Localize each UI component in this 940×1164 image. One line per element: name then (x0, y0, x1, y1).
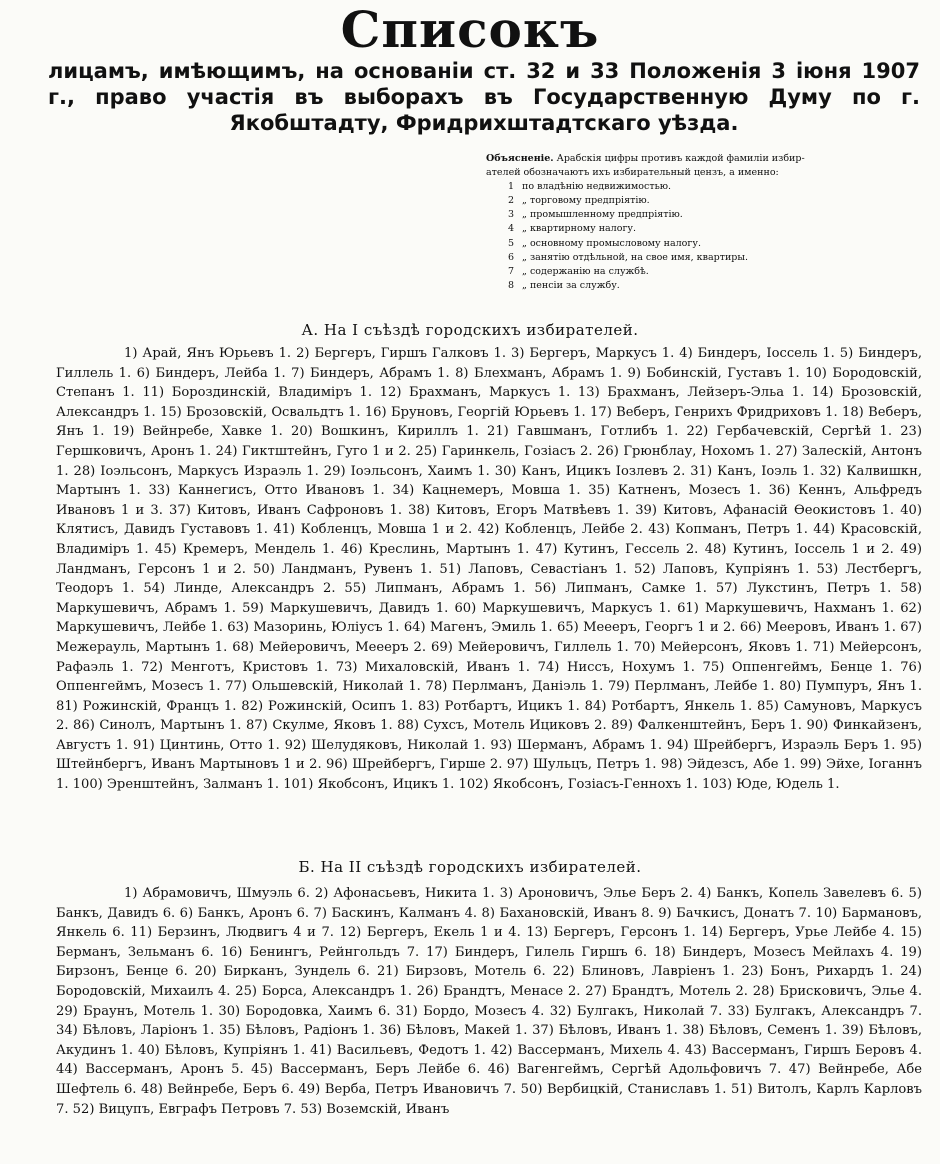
explanation-item-text: „ торговому предпріятію. (522, 195, 650, 207)
explanation-item-text: „ промышленному предпріятію. (522, 209, 683, 221)
document-subtitle: лицамъ, имѣющимъ, на основаніи ст. 32 и 33 Положенія 3 іюня 1907 г., право участія въ выборахъ въ Государственную Думу по г. Якобштадту, Фридрихштадтскаго уѣзда. (48, 59, 920, 135)
explanation-lead: Объясненіе. (486, 153, 554, 164)
document-title: Списокъ (340, 0, 600, 59)
explanation-item-number: 6 (508, 251, 515, 263)
explanation-item-number: 2 (508, 195, 515, 207)
explanation-item-number: 4 (508, 223, 515, 235)
explanation-intro-line-1 (486, 152, 922, 166)
section-b-voter-list: 1) Абрамовичъ, Шмуэль 6. 2) Афонасьевъ, Никита 1. 3) Ароновичъ, Элье Беръ 2. 4) Банкъ, Копель Завелевъ 6. 5) Банкъ, Давидъ 6. 6) Банкъ, Аронъ 6. 7) Баскинъ, Калманъ 4. 8) Бахановскій, Иванъ 8. 9) Бачкисъ, Донатъ 7. 10) Бармановъ, Янкель 6. 11) Берзинъ, Людвигъ 4 и 7. 12) Бергеръ, Екель 1 и 4. 13) Бергеръ, Герсонъ 1. 14) Бергеръ, Урье Лейбе 4. 15) Берманъ, Зельманъ 6. 16) Бенингъ, Рейнгольдъ 7. 17) Биндеръ, Гилель Гиршъ 6. 18) Биндеръ, Мозесъ Мейлахъ 4. 19) Бирзонъ, Бенце 6. 20) Бирканъ, Зундель 6. 21) Бирзовъ, Мотель 6. 22) Блиновъ, Лавріенъ 1. 23) Бонъ, Рихардъ 1. 24) Бородовскій, Михаилъ 4. 25) Борса, Александръ 1. 26) Брандтъ, Менасе 2. 27) Брандтъ, Мотель 2. 28) Брисковичъ, Элье 4. 29) Браунъ, Мотель 1. 30) Бородовка, Хаимъ 6. 31) Бордо, Мозесъ 4. 32) Булгакъ, Николай 7. 33) Булгакъ, Александръ 7. 34) Бѣловъ, Ларіонъ 1. 35) Бѣловъ, Радіонъ 1. 36) Бѣловъ, Макей 1. 37) Бѣловъ, Иванъ 1. 38) Бѣловъ, Семенъ 1. 39) Бѣловъ, Акудинъ 1. 40) Бѣловъ, Купріянъ 1. 41) Васильевъ, Федотъ 1. 42) Вассерманъ, Михель 4. 43) Вассерманъ, Гиршъ Беровъ 4. 44) Вассерманъ, Аронъ 5. 45) Вассерманъ, Беръ Лейбе 6. 46) Вагенгеймъ, Сергѣй Адольфовичъ 7. 47) Вейнребе, Абе Шефтель 6. 48) Вейнребе, Беръ 6. 49) Верба, Петръ Ивановичъ 7. 50) Вербицкій, Станиславъ 1. 51) Витолъ, Карлъ Карловъ 7. 52) Вицупъ, Евграфъ Петровъ 7. 53) Воземскій, Иванъ (56, 886, 922, 1117)
explanation-item (486, 265, 922, 279)
explanation-item-number: 8 (508, 279, 515, 291)
explanation-intro-1: Арабскія цифры противъ каждой фамиліи избир- (556, 153, 805, 164)
explanation-intro-line-2 (486, 166, 922, 180)
explanation-item-text: по владѣнію недвижимостью. (522, 181, 672, 193)
explanation-item (486, 237, 922, 251)
section-a-voter-list: 1) Арай, Янъ Юрьевъ 1. 2) Бергеръ, Гиршъ Галковъ 1. 3) Бергеръ, Маркусъ 1. 4) Биндеръ, Іоссель 1. 5) Биндеръ, Гиллель 1. 6) Биндеръ, Лейба 1. 7) Биндеръ, Абрамъ 1. 8) Блехманъ, Абрамъ 1. 9) Бобинскій, Густавъ 1. 10) Бородовскій, Степанъ 1. 11) Бороздинскій, Владиміръ 1. 12) Брахманъ, Маркусъ 1. 13) Брахманъ, Лейзеръ-Эльа 1. 14) Брозовскій, Александръ 1. 15) Брозовскій, Освальдтъ 1. 16) Бруновъ, Георгій Юрьевъ 1. 17) Веберъ, Генрихъ Фридриховъ 1. 18) Веберъ, Янъ 1. 19) Вейнребе, Хавке 1. 20) Вошкинъ, Кириллъ 1. 21) Гавшманъ, Готлибъ 1. 22) Гербачевскій, Сергѣй 1. 23) Гершковичъ, Аронъ 1. 24) Гиктштейнъ, Гуго 1 и 2. 25) Гаринкель, Гозіасъ 2. 26) Грюнблау, Нохомъ 1. 27) Залескій, Антонъ 1. 28) Іоэльсонъ, Маркусъ Израэль 1. 29) Іоэльсонъ, Хаимъ 1. 30) Канъ, Ицикъ Іозлевъ 2. 31) Канъ, Іоэль 1. 32) Калвишкн, Мартынъ 1. 33) Каннегисъ, Отто Ивановъ 1. 34) Кацнемеръ, Мовша 1. 35) Катненъ, Мозесъ 1. 36) Кеннъ, Альфредъ Ивановъ 1 и 3. 37) Китовъ, Иванъ Сафроновъ 1. 38) Китовъ, Егоръ Матвѣевъ 1. 39) Китовъ, Афанасій Ѳеокистовъ 1. 40) Клятисъ, Давидъ Густавовъ 1. 41) Кобленцъ, Мовша 1 и 2. 42) Кобленцъ, Лейбе 2. 43) Копманъ, Петръ 1. 44) Красовскій, Владиміръ 1. 45) Кремеръ, Мендель 1. 46) Креслинь, Мартынъ 1. 47) Кутинъ, Гессель 2. 48) Кутинъ, Іоссель 1 и 2. 49) Ландманъ, Герсонъ 1 и 2. 50) Ландманъ, Рувенъ 1. 51) Лаповъ, Севастіанъ 1. 52) Лаповъ, Купріянъ 1. 53) Лестбергъ, Теодоръ 1. 54) Линде, Александръ 2. 55) Липманъ, Абрамъ 1. 56) Липманъ, Самке 1. 57) Лукстинъ, Петръ 1. 58) Маркушевичъ, Абрамъ 1. 59) Маркушевичъ, Давидъ 1. 60) Маркушевичъ, Маркусъ 1. 61) Маркушевичъ, Нахманъ 1. 62) Маркушевичъ, Лейбе 1. 63) Мазоринь, Юліусъ 1. 64) Магенъ, Эмиль 1. 65) Меееръ, Георгъ 1 и 2. 66) Мееровъ, Иванъ 1. 67) Межерауль, Мартынъ 1. 68) Мейеровичъ, Меееръ 2. 69) Мейеровичъ, Гиллель 1. 70) Мейерсонъ, Яковъ 1. 71) Мейерсонъ, Рафаэль 1. 72) Менготъ, Кристовъ 1. 73) Михаловскій, Иванъ 1. 74) Ниссъ, Нохумъ 1. 75) Оппенгеймъ, Бенце 1. 76) Оппенгеймъ, Мозесъ 1. 77) Ольшевскій, Николай 1. 78) Перлманъ, Даніэль 1. 79) Перлманъ, Лейбе 1. 80) Пумпуръ, Янъ 1. 81) Рожинскій, Францъ 1. 82) Рожинскій, Осипъ 1. 83) Ротбартъ, Ицикъ 1. 84) Ротбартъ, Янкель 1. 85) Самуновъ, Маркусъ 2. 86) Синолъ, Мартынъ 1. 87) Скулме, Яковъ 1. 88) Сухсъ, Мотель Ициковъ 2. 89) Фалкенштейнъ, Беръ 1. 90) Финкайзенъ, Августъ 1. 91) Цинтинь, Отто 1. 92) Шелудяковъ, Николай 1. 93) Шерманъ, Абрамъ 1. 94) Шрейбергъ, Израэль Беръ 1. 95) Штейнбергъ, Иванъ Мартыновъ 1 и 2. 96) Шрейбергъ, Гирше 2. 97) Шульцъ, Петръ 1. 98) Эйдезсъ, Абе 1. 99) Эйхе, Іоганнъ 1. 100) Эренштейнъ, Залманъ 1. 101) Якобсонъ, Ицикъ 1. 102) Якобсонъ, Гозіасъ-Геннохъ 1. 103) Юде, Юдель 1. (56, 346, 922, 793)
explanation-item-text: „ содержанію на службѣ. (522, 265, 649, 277)
explanation-item (486, 222, 922, 236)
section-b-title: Б. На II съѣздѣ городскихъ избирателей. (298, 858, 642, 876)
explanation-item-number: 1 (508, 181, 515, 193)
explanation-item (486, 251, 922, 265)
explanation-block (486, 152, 922, 293)
explanation-item (486, 208, 922, 222)
explanation-item-text: „ занятію отдѣльной, на свое имя, квартиры. (522, 251, 748, 263)
explanation-item (486, 279, 922, 293)
explanation-intro-2: ателей обозначаютъ ихъ избирательный цензъ, а именно: (486, 167, 779, 179)
explanation-item (486, 180, 922, 194)
explanation-item-text: „ квартирному налогу. (522, 223, 637, 235)
explanation-item-number: 7 (508, 265, 515, 277)
explanation-item-text: „ основному промысловому налогу. (522, 237, 701, 249)
explanation-item (486, 194, 922, 208)
explanation-item-text: „ пенсіи за службу. (522, 279, 620, 291)
explanation-item-number: 5 (508, 237, 515, 249)
section-a-title: А. На I съѣздѣ городскихъ избирателей. (301, 321, 639, 339)
explanation-item-number: 3 (508, 209, 515, 221)
